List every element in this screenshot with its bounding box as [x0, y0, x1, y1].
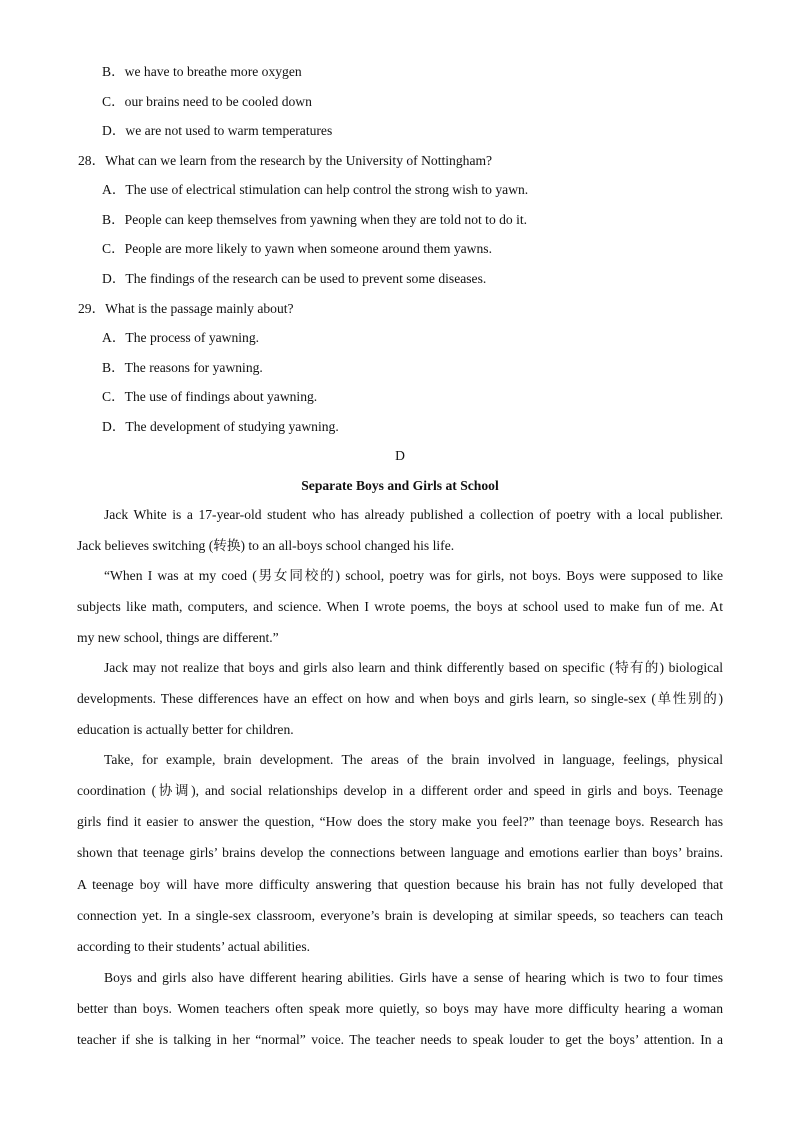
passage-line: Jack believes switching (转换) to an all-boys school changed his life. — [77, 538, 455, 553]
passage-line: coordination (协调), and social relationships develop in a different order and speed in girls and boys. Teenage — [77, 783, 723, 798]
q27-option-b: B．we have to breathe more oxygen — [102, 64, 302, 79]
passage-line: education is actually better for children. — [77, 722, 294, 737]
passage-line: girls find it easier to answer the question, “How does the story make you feel?” than teenage boys. Research has — [77, 814, 723, 829]
passage-line: Jack may not realize that boys and girls also learn and think differently based on specific (特有的) biological — [104, 660, 723, 675]
q28-option-d: D．The findings of the research can be used to prevent some diseases. — [102, 271, 487, 286]
q29-option-a: A．The process of yawning. — [102, 330, 260, 345]
passage-line: “When I was at my coed (男女同校的) school, poetry was for girls, not boys. Boys were supposed to like — [104, 568, 723, 583]
passage-line: according to their students’ actual abilities. — [77, 939, 311, 954]
passage-line: teacher if she is talking in her “normal” voice. The teacher needs to speak louder to get the boys’ attention. In a — [77, 1032, 723, 1047]
q28-option-a: A．The use of electrical stimulation can help control the strong wish to yawn. — [102, 182, 529, 197]
passage-line: Jack White is a 17-year-old student who has already published a collection of poetry with a local publisher. — [104, 507, 723, 522]
q29-option-d: D．The development of studying yawning. — [102, 419, 339, 434]
passage-line: Take, for example, brain development. The areas of the brain involved in language, feelings, physical — [104, 752, 723, 767]
q27-option-c: C．our brains need to be cooled down — [102, 94, 312, 109]
passage-line: shown that teenage girls’ brains develop the connections between language and emotions earlier than boys’ brains. — [77, 845, 723, 860]
q28-stem: 28．What can we learn from the research by the University of Nottingham? — [78, 153, 493, 168]
section-letter: D — [395, 448, 405, 463]
q29-option-c: C．The use of findings about yawning. — [102, 389, 318, 404]
passage-line: developments. These differences have an effect on how and when boys and girls learn, so single-sex (单性别的) — [77, 691, 723, 706]
q27-option-d: D．we are not used to warm temperatures — [102, 123, 333, 138]
passage-line: Boys and girls also have different hearing abilities. Girls have a sense of hearing which is two to four times — [104, 970, 723, 985]
passage-line: my new school, things are different.” — [77, 630, 279, 645]
passage-line: better than boys. Women teachers often speak more quietly, so boys may have more difficulty hearing a woman — [77, 1001, 723, 1016]
passage-line: A teenage boy will have more difficulty answering that question because his brain has not fully developed that — [77, 877, 723, 892]
q29-option-b: B．The reasons for yawning. — [102, 360, 263, 375]
q28-option-b: B．People can keep themselves from yawning when they are told not to do it. — [102, 212, 528, 227]
passage-line: connection yet. In a single-sex classroom, everyone’s brain is developing at similar speeds, so teachers can teach — [77, 908, 723, 923]
q28-option-c: C．People are more likely to yawn when someone around them yawns. — [102, 241, 492, 256]
q29-stem: 29．What is the passage mainly about? — [78, 301, 294, 316]
passage-title: Separate Boys and Girls at School — [301, 478, 499, 493]
passage-line: subjects like math, computers, and science. When I wrote poems, the boys at school used to make fun of me. At — [77, 599, 723, 614]
